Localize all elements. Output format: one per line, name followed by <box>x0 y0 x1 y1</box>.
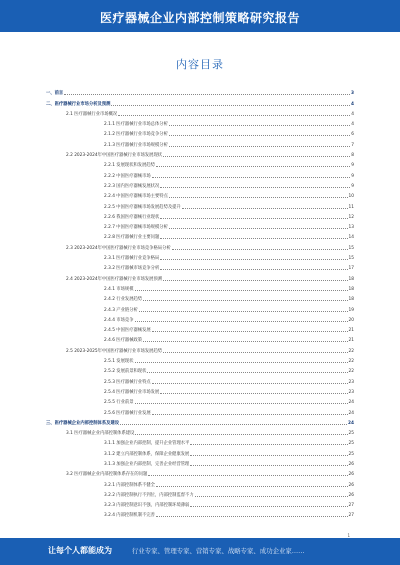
toc-entry[interactable] <box>46 189 354 199</box>
toc-entry-page: 8 <box>351 153 354 159</box>
footer-slogan: 让每个人都能成为 <box>48 546 112 555</box>
toc-entry-page: 22 <box>348 359 354 365</box>
toc-entry-text: 3.1.3 加强企业内部控制，完善企业经营管理 <box>104 461 190 467</box>
toc-leader-dots <box>135 362 348 363</box>
toc-entry-page: 27 <box>348 503 354 509</box>
toc-entry-text: 2.1.3 医疗器械行业市场规模分析 <box>104 142 168 148</box>
toc-leader-dots <box>147 372 347 373</box>
toc-entry-text: 2.5 2023-2025年中国医疗器械行业市场发展趋势 <box>66 348 163 354</box>
toc-entry-page: 26 <box>348 461 354 467</box>
toc-leader-dots <box>152 414 348 415</box>
toc-entry-page: 22 <box>348 369 354 375</box>
toc-entry-text: 2.2.7 中国医疗器械市场规模分析 <box>104 225 168 231</box>
toc-entry-page: 4 <box>351 122 354 128</box>
toc-entry-text: 2.5.5 行业前景 <box>104 400 134 406</box>
toc-entry-page: 23 <box>348 379 354 385</box>
toc-entry-text: 3.1.1 加强企业内部控制，提升企业管理水平 <box>104 441 190 447</box>
toc-entry-page: 25 <box>348 451 354 457</box>
toc-leader-dots <box>135 403 348 404</box>
toc-entry-page: 21 <box>348 328 354 334</box>
toc-entry[interactable] <box>46 251 354 261</box>
toc-entry-page: 6 <box>351 132 354 138</box>
toc-entry-page: 21 <box>348 338 354 344</box>
toc-entry[interactable] <box>46 343 354 353</box>
toc-entry-page: 24 <box>348 420 354 426</box>
toc-entry[interactable] <box>46 416 354 426</box>
toc-entry-text: 3.2.1 内部控制体系不健全 <box>104 482 155 488</box>
toc-entry[interactable] <box>46 168 354 178</box>
toc-leader-dots <box>169 197 348 198</box>
toc-entry-text: 2.4.5 中国医疗器械发展 <box>104 328 151 334</box>
toc-leader-dots <box>169 135 350 136</box>
toc-entry-text: 2.4 2023-2024年中国医疗器械行业市场发展预测 <box>66 276 163 282</box>
toc-entry-text: 2.2.4 中国医疗器械市场主要特点 <box>104 194 168 200</box>
toc-leader-dots <box>152 331 348 332</box>
toc-entry[interactable] <box>46 302 354 312</box>
toc-entry-text: 二、医疗器械行业市场分析及预测 <box>46 101 111 107</box>
toc-entry-page: 20 <box>348 317 354 323</box>
toc-leader-dots <box>169 146 350 147</box>
toc-entry-text: 三、医疗器械企业内部控制体系及建设 <box>46 420 120 426</box>
toc-entry[interactable] <box>46 488 354 498</box>
toc-entry-text: 3.2.4 内部控制机制不完善 <box>104 513 155 519</box>
toc-entry-text: 2.5.4 医疗器械行业市场发展 <box>104 389 160 395</box>
toc-leader-dots <box>160 238 347 239</box>
toc-entry-page: 22 <box>348 348 354 354</box>
toc-leader-dots <box>169 228 348 229</box>
toc-heading: 内容目录 <box>176 58 224 71</box>
toc-leader-dots <box>156 516 348 517</box>
toc-entry[interactable] <box>46 385 354 395</box>
toc-leader-dots <box>156 166 350 167</box>
toc-entry[interactable] <box>46 405 354 415</box>
toc-entry-page: 26 <box>348 482 354 488</box>
toc-entry-page: 17 <box>348 266 354 272</box>
toc-entry-page: 15 <box>348 245 354 251</box>
page-header <box>0 0 400 32</box>
toc-leader-dots <box>148 475 347 476</box>
toc-entry[interactable] <box>46 179 354 189</box>
toc-entry[interactable] <box>46 199 354 209</box>
toc-leader-dots <box>139 311 348 312</box>
toc-entry[interactable] <box>46 230 354 240</box>
toc-leader-dots <box>160 218 347 219</box>
toc-entry-text: 2.5.6 医疗器械行业发展 <box>104 410 151 416</box>
toc-entry-page: 24 <box>348 410 354 416</box>
toc-entry-page: 25 <box>348 431 354 437</box>
toc-entry[interactable] <box>46 292 354 302</box>
toc-entry-page: 26 <box>348 472 354 478</box>
toc-leader-dots <box>156 486 348 487</box>
toc-entry-text: 2.1.2 医疗器械行业市场竞争分析 <box>104 132 168 138</box>
toc-entry-text: 3.1 医疗器械企业内部控制体系建设 <box>66 431 135 437</box>
toc-entry[interactable] <box>46 364 354 374</box>
toc-leader-dots <box>190 455 347 456</box>
toc-entry-page: 25 <box>348 441 354 447</box>
toc-entry[interactable] <box>46 508 354 518</box>
toc-leader-dots <box>160 259 347 260</box>
toc-leader-dots <box>160 187 350 188</box>
toc-entry-text: 一、前言 <box>46 91 64 97</box>
toc-leader-dots <box>135 290 348 291</box>
toc-entry-page: 4 <box>351 111 354 117</box>
toc-entry-text: 3.2.2 内部控制执行不到位，内部控制监督不力 <box>104 492 194 498</box>
toc-entry-text: 2.3.2 医疗器械市场竞争分析 <box>104 266 160 272</box>
toc-entry-text: 2.2.8 医疗器械行业主要问题 <box>104 235 160 241</box>
toc-entry-page: 23 <box>348 389 354 395</box>
toc-entry-text: 2.4.6 医疗器械政策 <box>104 338 143 344</box>
toc-entry-text: 2.1.1 医疗器械行业市场总体分析 <box>104 122 168 128</box>
toc-leader-dots <box>160 393 347 394</box>
toc-entry-text: 2.4.1 市场规模 <box>104 286 134 292</box>
toc-entry-text: 2.5.2 发展前景和现状 <box>104 369 147 375</box>
toc-entry-text: 2.4.2 行业发展趋势 <box>104 297 143 303</box>
toc-leader-dots <box>111 105 350 106</box>
toc-entry-text: 2.2.6 我国医疗器械行业现状 <box>104 214 160 220</box>
toc-entry-page: 10 <box>348 194 354 200</box>
toc-entry[interactable] <box>46 498 354 508</box>
toc-entry[interactable] <box>46 457 354 467</box>
toc-entry[interactable] <box>46 477 354 487</box>
toc-entry[interactable] <box>46 148 354 158</box>
toc-leader-dots <box>163 280 347 281</box>
toc-entry[interactable] <box>46 220 354 230</box>
toc-entry-page: 12 <box>348 214 354 220</box>
toc-entry-page: 9 <box>351 163 354 169</box>
toc-leader-dots <box>135 434 347 435</box>
toc-entry[interactable] <box>46 158 354 168</box>
toc-entry-text: 3.2 医疗器械企业内部控制体系存在的问题 <box>66 472 148 478</box>
toc-leader-dots <box>169 125 350 126</box>
footer-roles: 行业专家、管理专家、营销专家、战略专家、成功企业家…… <box>132 547 305 555</box>
toc-leader-dots <box>64 94 350 95</box>
toc-entry-page: 18 <box>348 286 354 292</box>
toc-leader-dots <box>118 115 350 116</box>
toc-entry-text: 2.2 2023-2024年中国医疗器械行业市场发展现状 <box>66 153 163 159</box>
toc-entry-page: 18 <box>348 276 354 282</box>
toc-entry[interactable] <box>46 313 354 323</box>
toc-entry-text: 2.2.3 国内医疗器械发展状况 <box>104 183 160 189</box>
toc-leader-dots <box>190 444 347 445</box>
toc-entry-page: 14 <box>348 235 354 241</box>
toc-entry[interactable] <box>46 86 354 96</box>
toc-entry[interactable] <box>46 240 354 250</box>
toc-leader-dots <box>163 352 347 353</box>
toc-entry[interactable] <box>46 467 354 477</box>
toc-entry-page: 9 <box>351 173 354 179</box>
toc-entry-page: 3 <box>351 91 354 97</box>
toc-entry[interactable] <box>46 374 354 384</box>
toc-leader-dots <box>152 177 351 178</box>
toc-entry[interactable] <box>46 446 354 456</box>
toc-entry[interactable] <box>46 333 354 343</box>
toc-entry-page: 19 <box>348 307 354 313</box>
report-title: 医疗器械企业内部控制策略研究报告 <box>99 11 300 25</box>
toc-entry-text: 2.4.3 产业链分析 <box>104 307 138 313</box>
toc-leader-dots <box>195 496 348 497</box>
toc-entry[interactable] <box>46 261 354 271</box>
toc-entry[interactable] <box>46 282 354 292</box>
toc-entry-text: 2.2.2 中国医疗器械市场 <box>104 173 151 179</box>
toc-entry-page: 27 <box>348 513 354 519</box>
toc-entry[interactable] <box>46 96 354 106</box>
toc-entry[interactable] <box>46 127 354 137</box>
toc-entry-page: 7 <box>351 142 354 148</box>
toc-entry-text: 2.4.4 市场竞争 <box>104 317 134 323</box>
toc-leader-dots <box>163 156 350 157</box>
toc-entry-page: 26 <box>348 492 354 498</box>
toc-leader-dots <box>190 465 347 466</box>
toc-leader-dots <box>182 208 348 209</box>
toc-entry[interactable] <box>46 117 354 127</box>
toc-entry-text: 3.1.2 建立内部控制体系，保障企业健康发展 <box>104 451 190 457</box>
toc-entry-text: 2.5.1 发展现状 <box>104 359 134 365</box>
toc-leader-dots <box>143 341 347 342</box>
toc-entry[interactable] <box>46 395 354 405</box>
toc-entry-page: 18 <box>348 297 354 303</box>
toc-entry-text: 2.2.5 中国医疗器械市场发展趋势及提升 <box>104 204 181 210</box>
table-of-contents <box>46 86 354 518</box>
toc-entry-text: 2.3 2023-2024年中国医疗器械行业市场竞争格局分析 <box>66 245 171 251</box>
toc-entry[interactable] <box>46 210 354 220</box>
toc-leader-dots <box>120 424 347 425</box>
toc-entry[interactable] <box>46 426 354 436</box>
page-footer <box>0 538 400 565</box>
toc-leader-dots <box>143 300 347 301</box>
toc-leader-dots <box>160 269 347 270</box>
toc-entry[interactable] <box>46 107 354 117</box>
toc-entry-page: 9 <box>351 183 354 189</box>
toc-leader-dots <box>152 383 348 384</box>
toc-entry-page: 13 <box>348 225 354 231</box>
toc-entry[interactable] <box>46 271 354 281</box>
toc-entry[interactable] <box>46 436 354 446</box>
toc-entry-page: 11 <box>348 204 354 210</box>
toc-entry-text: 2.1 医疗器械行业市场概况 <box>66 111 118 117</box>
page-number: 1 <box>347 533 350 538</box>
toc-entry[interactable] <box>46 137 354 147</box>
toc-entry-page: 4 <box>351 101 354 107</box>
toc-entry-page: 24 <box>348 400 354 406</box>
toc-entry-text: 2.3.1 医疗器械行业竞争格局 <box>104 256 160 262</box>
toc-entry[interactable] <box>46 354 354 364</box>
toc-entry-text: 2.5.3 医疗器械行业特点 <box>104 379 151 385</box>
toc-entry-text: 3.2.3 内部控制意识不强，内部控制环境薄弱 <box>104 503 190 509</box>
toc-entry-text: 2.2.1 发展现状和发展趋势 <box>104 163 155 169</box>
toc-entry-page: 15 <box>348 256 354 262</box>
toc-entry[interactable] <box>46 323 354 333</box>
toc-leader-dots <box>190 506 347 507</box>
toc-leader-dots <box>172 249 348 250</box>
toc-leader-dots <box>135 321 348 322</box>
